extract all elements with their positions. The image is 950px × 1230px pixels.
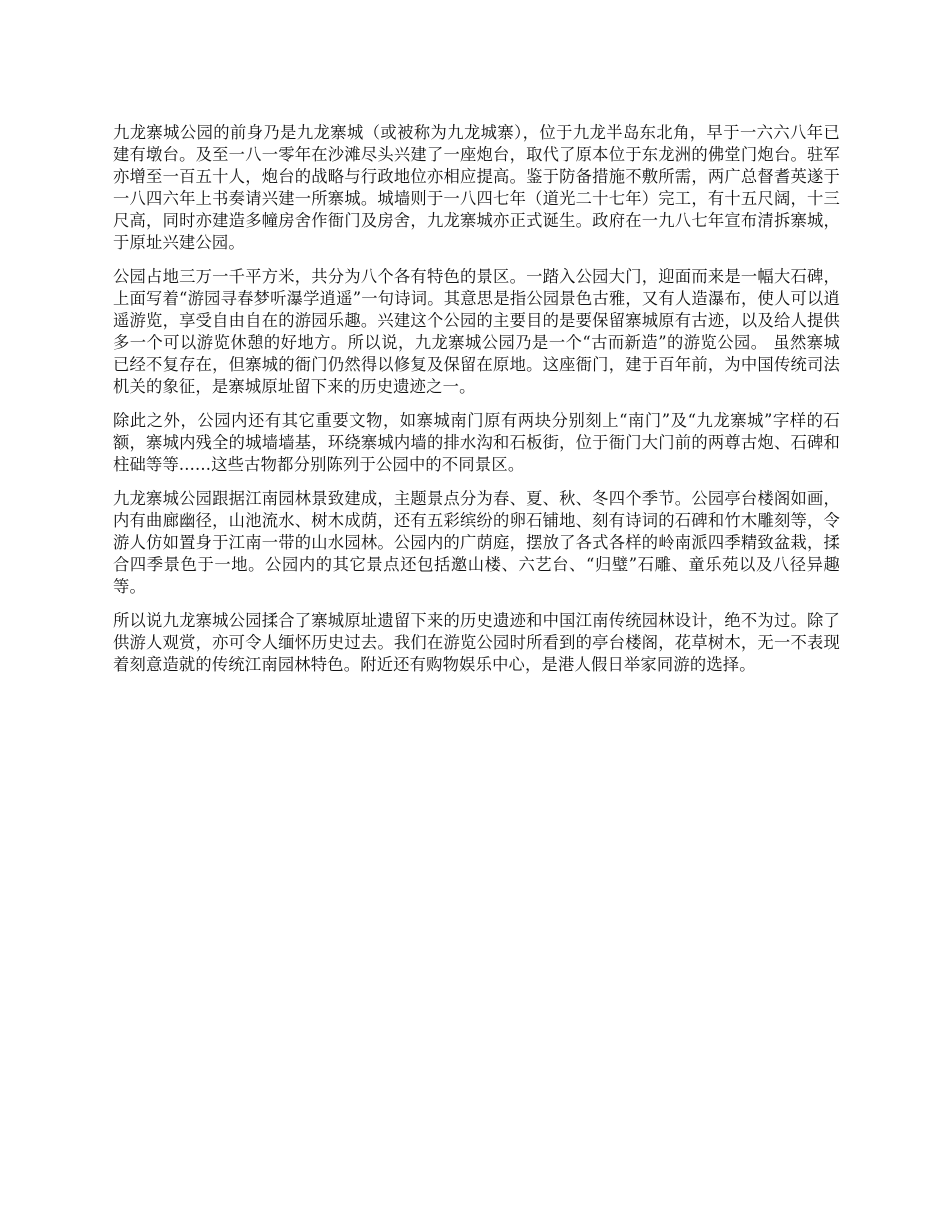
paragraph-garden-design: 九龙寨城公园跟据江南园林景致建成，主题景点分为春、夏、秋、冬四个季节。公园亭台楼阁如画，内有曲廊幽径，山池流水、树木成荫，还有五彩缤纷的卵石铺地、刻有诗词的石碑和竹木雕刻等，令游人仿如置身于江南一带的山水园林。公园内的广荫庭，摆放了各式各样的岭南派四季精致盆栽，揉合四季景色于一地。公园内的其它景点还包括邀山楼、六艺台、“归璧”石雕、童乐苑以及八径异趣等。 xyxy=(113,489,840,596)
paragraph-park-layout: 公园占地三万一千平方米，共分为八个各有特色的景区。一踏入公园大门，迎面而来是一幅大石碑，上面写着“游园寻春梦听瀑学逍遥”一句诗词。其意思是指公园景色古雅，又有人造瀑布，使人可以逍遥游览，享受自由自在的游园乐趣。兴建这个公园的主要目的是要保留寨城原有古迹，以及给人提供多一个可以游览休憩的好地方。所以说，九龙寨城公园乃是一个“古而新造”的游览公园。 虽然寨城已经不复存在，但寨城的衙门仍然得以修复及保留在原地。这座衙门，建于百年前，为中国传统司法机关的象征，是寨城原址留下来的历史遗迹之一。 xyxy=(113,267,840,396)
paragraph-conclusion: 所以说九龙寨城公园揉合了寨城原址遗留下来的历史遗迹和中国江南传统园林设计，绝不为过。除了供游人观赏，亦可令人缅怀历史过去。我们在游览公园时所看到的亭台楼阁，花草树木，无一不表现着刻意造就的传统江南园林特色。附近还有购物娱乐中心，是港人假日举家同游的选择。 xyxy=(113,611,840,674)
paragraph-relics: 除此之外，公园内还有其它重要文物，如寨城南门原有两块分别刻上“南门”及“九龙寨城”字样的石额，寨城内残全的城墙墙基，环绕寨城内墙的排水沟和石板街，位于衙门大门前的两尊古炮、石碑和柱础等等......这些古物都分别陈列于公园中的不同景区。 xyxy=(113,411,840,474)
paragraph-history: 九龙寨城公园的前身乃是九龙寨城（或被称为九龙城寨），位于九龙半岛东北角，早于一六六八年已建有墩台。及至一八一零年在沙滩尽头兴建了一座炮台，取代了原本位于东龙洲的佛堂门炮台。驻军亦增至一百五十人，炮台的战略与行政地位亦相应提高。鉴于防备措施不敷所需，两广总督耆英遂于一八四六年上书奏请兴建一所寨城。城墙则于一八四七年（道光二十七年）完工，有十五尺阔，十三尺高，同时亦建造多幢房舍作衙门及房舍，九龙寨城亦正式诞生。政府在一九八七年宣布清拆寨城，于原址兴建公园。 xyxy=(113,123,840,252)
document-body xyxy=(113,122,840,688)
